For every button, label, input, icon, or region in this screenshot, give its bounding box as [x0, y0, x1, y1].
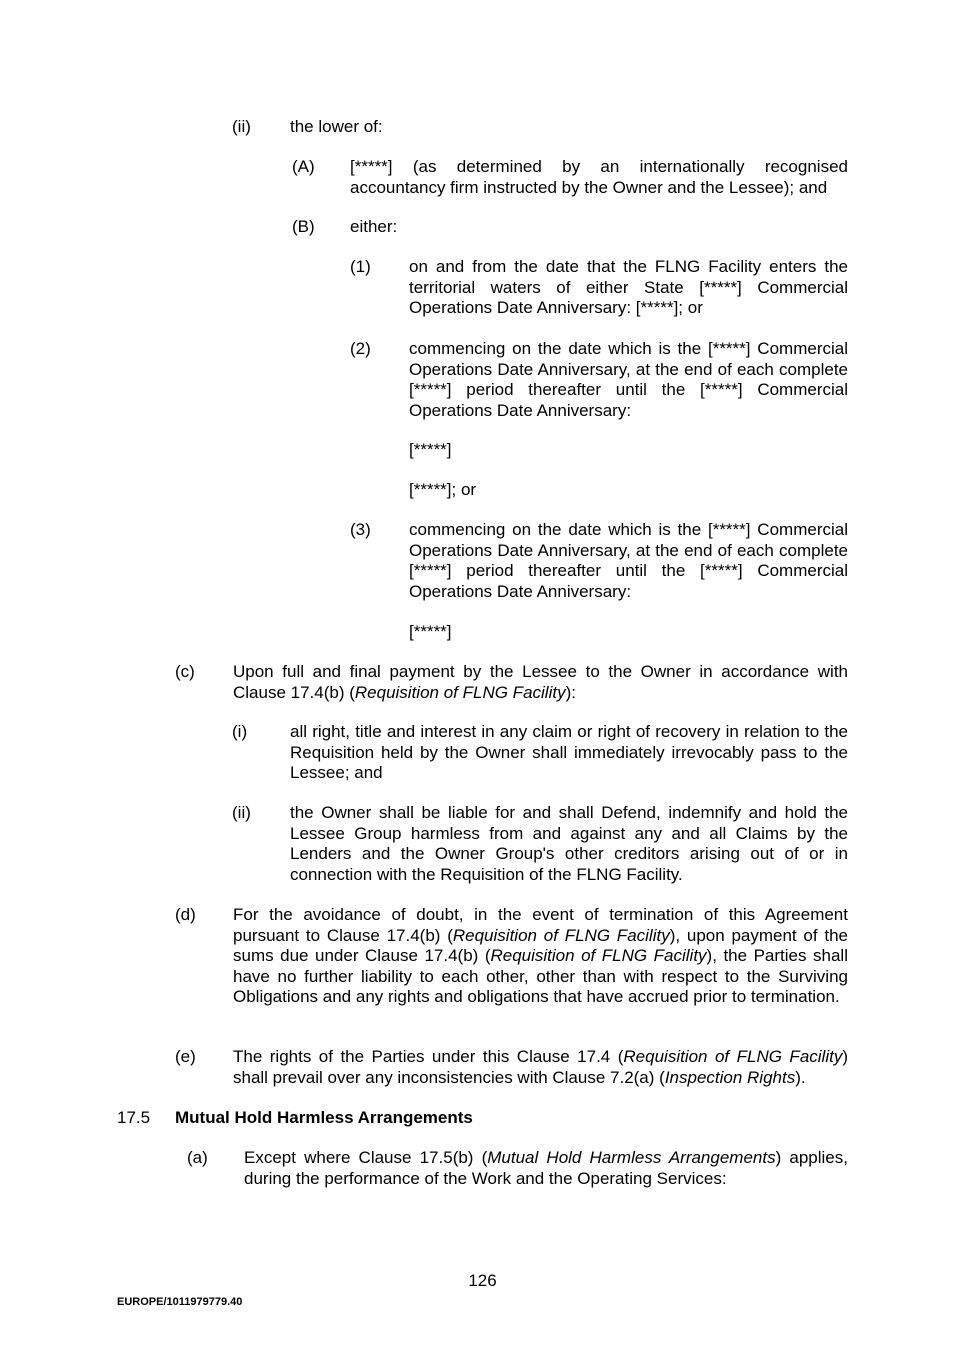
clause-text: Except where Clause 17.5(b) (Mutual Hold Harmless Arrangements) applies, during the performance of the Work and the Operating Services: [244, 1148, 848, 1188]
clause-text: Upon full and final payment by the Lessee to the Owner in accordance with Clause 17.4(b) (Requisition of FLNG Facility): [233, 662, 848, 702]
clause-number: (ii) [232, 803, 251, 822]
page-number: 126 [468, 1271, 497, 1290]
clause-text: the lower of: [290, 117, 383, 136]
clause-number: (2) [350, 339, 371, 358]
clause-number: (e) [175, 1047, 196, 1066]
clause-text: The rights of the Parties under this Clause 17.4 (Requisition of FLNG Facility) shall prevail over any inconsistencies with Clause 7.2(a) (Inspection Rights). [233, 1047, 848, 1087]
clause-number: (3) [350, 520, 371, 539]
clause-number: (c) [175, 662, 195, 681]
clause-number: (A) [292, 157, 315, 176]
section-number: 17.5 [117, 1108, 151, 1127]
clause-number: (1) [350, 257, 371, 276]
redacted-text: [*****] [409, 622, 452, 641]
clause-number: (a) [187, 1148, 208, 1167]
section-title: Mutual Hold Harmless Arrangements [175, 1108, 473, 1127]
clause-text: all right, title and interest in any claim or right of recovery in relation to the Requisition held by the Owner shall immediately irrevocably pass to the Lessee; and [290, 722, 848, 782]
clause-text: commencing on the date which is the [*****] Commercial Operations Date Anniversary, at the end of each complete [*****] period thereafter until the [*****] Commercial Operations Date Anniversary: [409, 520, 848, 601]
clause-text: For the avoidance of doubt, in the event of termination of this Agreement pursuant to Clause 17.4(b) (Requisition of FLNG Facility), upon payment of the sums due under Clause 17.4(b) (Requisition of FLNG Facility), the Parties shall have no further liability to each other, other than with respect to the Surviving Obligations and any rights and obligations that have accrued prior to termination. [233, 905, 849, 1006]
clause-text: either: [350, 217, 398, 236]
redacted-text: [*****] [409, 440, 452, 459]
clause-number: (ii) [232, 117, 251, 136]
clause-number: (d) [175, 905, 196, 924]
clause-text: commencing on the date which is the [*****] Commercial Operations Date Anniversary, at the end of each complete [*****] period thereafter until the [*****] Commercial Operations Date Anniversary: [409, 339, 848, 420]
clause-text: on and from the date that the FLNG Facility enters the territorial waters of either State [*****] Commercial Operations Date Anniversary: [*****]; or [409, 257, 848, 317]
document-reference: EUROPE/1011979779.40 [117, 1296, 243, 1308]
clause-text: the Owner shall be liable for and shall Defend, indemnify and hold the Lessee Group harmless from and against any and all Claims by the Lenders and the Owner Group's other creditors arising out of or in connection with the Requisition of the FLNG Facility. [290, 803, 848, 884]
clause-text: [*****] (as determined by an internationally recognised accountancy firm instructed by the Owner and the Lessee); and [350, 157, 848, 197]
clause-number: (i) [232, 722, 248, 741]
redacted-text: [*****]; or [409, 480, 477, 499]
clause-number: (B) [292, 217, 315, 236]
